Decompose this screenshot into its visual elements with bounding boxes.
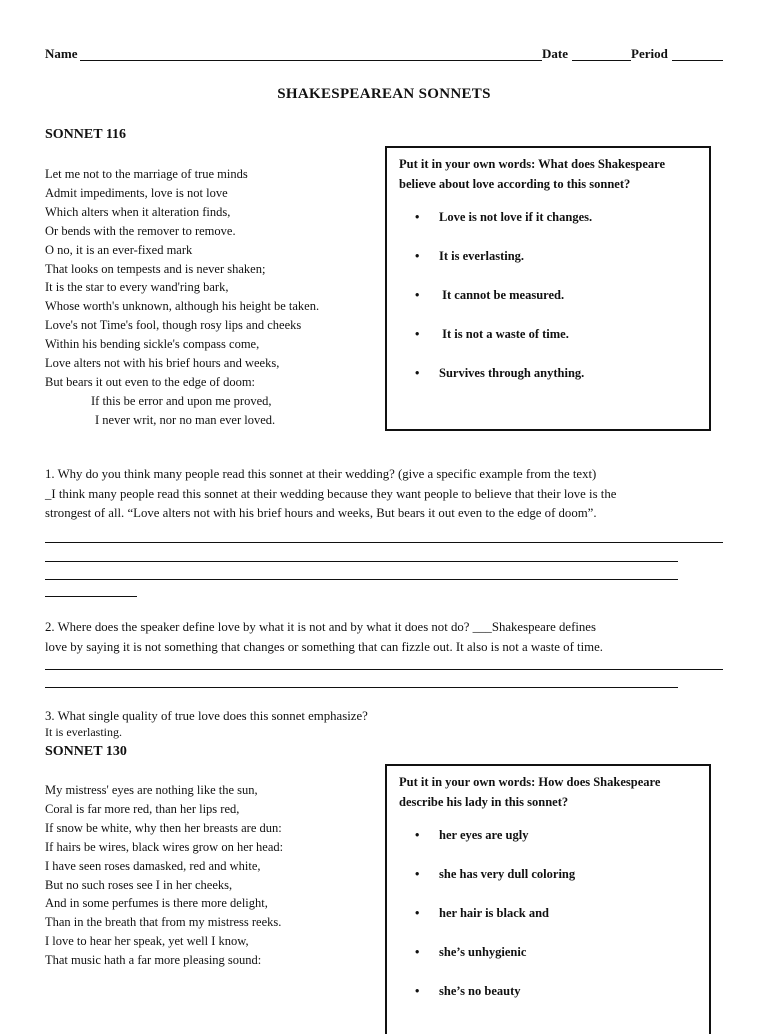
poem-line: Whose worth's unknown, although his height be taken.: [45, 299, 320, 314]
list-item: [415, 288, 564, 303]
poem-line: Let me not to the marriage of true minds: [45, 167, 248, 181]
date-line: [572, 60, 631, 61]
list-item: [415, 366, 584, 381]
worksheet-header: [45, 46, 723, 62]
list-item: [415, 945, 526, 960]
sonnet-130-text: [45, 781, 283, 970]
poem-line: And in some perfumes is there more delight,: [45, 896, 268, 911]
answer-line: [45, 669, 723, 670]
bullet-text: Survives through anything.: [439, 366, 585, 380]
poem-line: Coral is far more red, than her lips red,: [45, 801, 240, 816]
response-prompt: [399, 154, 697, 194]
answer-line: [45, 542, 723, 543]
list-item: [415, 828, 528, 843]
question-2: [45, 618, 725, 657]
period-label: Period: [631, 46, 668, 61]
sonnet-116-text: [45, 165, 319, 430]
bullet-icon: •: [415, 984, 420, 998]
bullet-icon: •: [415, 906, 420, 920]
bullet-icon: •: [415, 288, 420, 302]
poem-line: Or bends with the remover to remove.: [45, 223, 236, 238]
poem-line: If this be error and upon me proved,: [91, 393, 272, 408]
answer-line: [45, 687, 678, 688]
sonnet-130-heading: SONNET 130: [45, 744, 127, 759]
bullet-icon: •: [415, 366, 420, 380]
question-text: 1. Why do you think many people read this sonnet at their wedding? (give a specific example from the text): [45, 467, 597, 481]
sonnet-130-response-box: [385, 764, 711, 1034]
poem-line: But bears it out even to the edge of doom:: [45, 374, 256, 389]
poem-line: O no, it is an ever-fixed mark: [45, 242, 193, 257]
bullet-icon: •: [415, 945, 420, 959]
sonnet-116-response-box: [385, 146, 711, 431]
poem-line: Than in the breath that from my mistress reeks.: [45, 915, 282, 930]
list-item: [415, 906, 549, 921]
poem-line: My mistress' eyes are nothing like the sun,: [45, 783, 258, 797]
poem-line: That music hath a far more pleasing sound:: [45, 953, 262, 968]
poem-line: It is the star to every wand'ring bark,: [45, 280, 229, 295]
list-item: [415, 984, 521, 999]
poem-line: If snow be white, why then her breasts are dun:: [45, 820, 282, 835]
bullet-text: she’s unhygienic: [439, 945, 527, 959]
page-title: SHAKESPEAREAN SONNETS: [277, 86, 491, 102]
bullet-icon: •: [415, 327, 420, 341]
bullet-text: It cannot be measured.: [439, 288, 565, 302]
bullet-text: It is everlasting.: [439, 249, 525, 263]
prompt-line: describe his lady in this sonnet?: [399, 795, 569, 809]
prompt-line: Put it in your own words: How does Shakespeare: [399, 775, 661, 789]
bullet-icon: •: [415, 210, 420, 224]
response-prompt: [399, 772, 697, 812]
bullet-icon: •: [415, 249, 420, 263]
answer-text[interactable]: love by saying it is not something that changes or something that can fizzle out. It also is not a waste of time.: [45, 639, 603, 654]
answer-line: [45, 596, 137, 597]
poem-line: I never writ, nor no man ever loved.: [95, 412, 276, 427]
bullet-text: It is not a waste of time.: [439, 327, 569, 341]
list-item: [415, 327, 569, 342]
bullet-text: her eyes are ugly: [439, 828, 529, 842]
bullet-text: Love is not love if it changes.: [439, 210, 593, 224]
poem-line: That looks on tempests and is never shaken;: [45, 261, 266, 276]
bullet-text: she’s no beauty: [439, 984, 521, 998]
poem-line: Within his bending sickle's compass come,: [45, 337, 260, 352]
list-item: [415, 249, 524, 264]
question-1: [45, 465, 725, 524]
poem-line: I love to hear her speak, yet well I know,: [45, 934, 249, 949]
question-3: [45, 707, 725, 727]
poem-line: Which alters when it alteration finds,: [45, 204, 231, 219]
list-item: [415, 210, 592, 225]
sonnet-116-heading: SONNET 116: [45, 127, 127, 142]
answer-line: [45, 561, 678, 562]
poem-line: If hairs be wires, black wires grow on her head:: [45, 839, 284, 854]
question-text: 2. Where does the speaker define love by what it is not and by what it does not do? ___Shakespeare defines: [45, 620, 596, 634]
question-text: 3. What single quality of true love does this sonnet emphasize?: [45, 709, 368, 723]
name-line: [80, 60, 542, 61]
list-item: [415, 867, 575, 882]
name-label: Name: [45, 46, 78, 61]
prompt-line: Put it in your own words: What does Shakespeare: [399, 157, 666, 171]
date-label: Date: [542, 46, 568, 61]
bullet-icon: •: [415, 828, 420, 842]
bullet-text: her hair is black and: [439, 906, 549, 920]
poem-line: Admit impediments, love is not love: [45, 185, 228, 200]
poem-line: But no such roses see I in her cheeks,: [45, 877, 233, 892]
bullet-icon: •: [415, 867, 420, 881]
bullet-text: she has very dull coloring: [439, 867, 576, 881]
answer-text[interactable]: It is everlasting.: [45, 725, 122, 739]
period-line: [672, 60, 723, 61]
answer-text[interactable]: strongest of all. “Love alters not with his brief hours and weeks, But bears it out even to the edge of doom”.: [45, 506, 597, 520]
poem-line: Love's not Time's fool, though rosy lips and cheeks: [45, 318, 302, 333]
answer-line: [45, 579, 678, 580]
prompt-line: believe about love according to this sonnet?: [399, 177, 631, 191]
poem-line: Love alters not with his brief hours and weeks,: [45, 356, 280, 371]
answer-text[interactable]: _I think many people read this sonnet at their wedding because they want people to believe that their love is the: [45, 486, 617, 501]
poem-line: I have seen roses damasked, red and white,: [45, 858, 261, 873]
